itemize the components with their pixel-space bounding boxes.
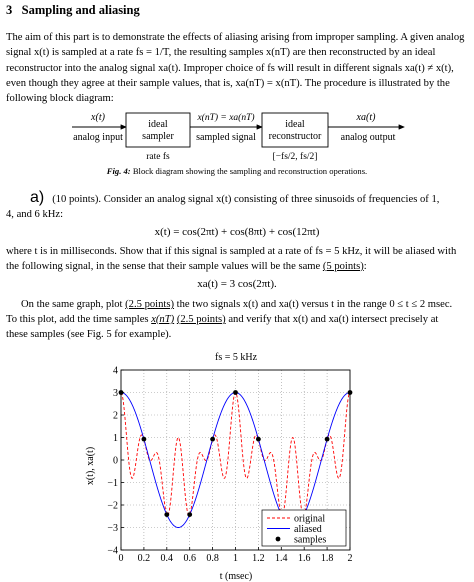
sampler-label-2: sampler [142, 131, 174, 142]
part-a-line-3: where t is in milliseconds. Show that if this signal is sampled at a rate of fs = 5 kHz, it will be aliased with [6, 246, 457, 257]
part-a-line-2: 4, and 6 kHz: [6, 209, 64, 220]
plot-curves [119, 390, 353, 527]
part-a-paragraph [30, 190, 470, 207]
reconstructor-label-2: reconstructor [268, 131, 322, 142]
plot-title: fs = 5 kHz [214, 352, 258, 363]
part-a-line-1 [30, 190, 470, 207]
reconstructor-band: [−fs/2, fs/2] [272, 152, 318, 162]
samples-term: x(nT) [151, 314, 175, 325]
output-signal-label: xa(t) [356, 112, 376, 123]
points-two-five-b: (2.5 points) [176, 314, 226, 325]
figure-caption [0, 166, 474, 176]
sampled-signal-formula: x(nT) = xa(nT) [197, 113, 255, 123]
x-tick-label: 1 [233, 553, 238, 564]
equation-x: x(t) = cos(2πt) + cos(8πt) + cos(12πt) [154, 226, 320, 238]
part-a-line-6 [6, 312, 438, 327]
part-a-line-4-text: the following signal, in the sense that their sample values will be the same [6, 261, 323, 272]
reconstructor-label-1: ideal [285, 119, 305, 130]
sample-point [233, 390, 238, 395]
x-tick-label: 0.4 [160, 553, 174, 564]
equation-xa: xa(t) = 3 cos(2πt). [197, 278, 277, 290]
block-diagram [0, 105, 474, 200]
x-tick-label: 0.6 [183, 553, 196, 564]
plot-legend [262, 510, 346, 546]
points-five: (5 points) [322, 261, 364, 272]
part-a-line-6-text: To this plot, add the time samples [6, 314, 152, 325]
sample-point [187, 512, 192, 517]
legend-label: aliased [294, 524, 322, 535]
intro-line-1: The aim of this part is to demonstrate the effects of aliasing arising from improper sampling. A given analog [6, 32, 465, 43]
legend-label: original [294, 513, 326, 525]
y-tick-label: −3 [107, 523, 118, 534]
section-heading [6, 3, 140, 18]
sample-point [325, 437, 330, 442]
part-a-line-5 [21, 297, 452, 312]
y-axis-label: x(t), xa(t) [85, 446, 96, 486]
intro-line-5: following block diagram: [6, 93, 114, 105]
part-a-line-6-end: and verify that x(t) and xa(t) intersect precisely at [225, 314, 439, 325]
sample-point [142, 437, 147, 442]
y-tick-label: −1 [107, 478, 118, 489]
x-tick-label: 0 [118, 553, 124, 564]
part-a-text-1: Consider an analog signal x(t) consisting of three sinusoids of frequencies of 1, [103, 194, 440, 205]
intro-line-2: signal x(t) is sampled at a rate fs = 1/T, the resulting samples x(nT) are then reconstructed by an ideal [6, 47, 436, 59]
part-a-points: (10 points). [52, 194, 102, 205]
sampler-label-1: ideal [148, 119, 168, 130]
part-a-line-4-end: : [363, 261, 367, 272]
y-tick-label: −4 [107, 545, 118, 557]
legend-marker [276, 537, 281, 542]
sampled-signal-label: sampled signal [196, 132, 256, 143]
section-title: Sampling and aliasing [21, 3, 140, 17]
y-tick-label: 3 [113, 388, 118, 399]
x-tick-label: 0.8 [206, 553, 219, 564]
sampling-rate-label: rate fs [146, 152, 170, 162]
y-tick-label: −2 [107, 500, 118, 512]
y-tick-label: 4 [113, 365, 118, 377]
intro-paragraph [6, 30, 464, 106]
sample-point [164, 512, 169, 517]
points-two-five-a: (2.5 points) [125, 299, 175, 310]
x-axis-label: t (msec) [219, 571, 253, 582]
part-a-marker: a) [30, 189, 45, 206]
x-tick-label: 1.4 [275, 553, 288, 564]
legend-label: samples [294, 534, 327, 546]
y-tick-label: 2 [113, 410, 118, 422]
input-signal-label: x(t) [91, 112, 105, 123]
intro-line-4: even though they agree at their sample values, that is, xa(nT) = x(nT). The procedure is illustrated by the [6, 77, 450, 89]
x-tick-label: 1.2 [252, 553, 265, 564]
y-tick-label: 0 [113, 455, 118, 467]
intro-line-3: reconstructor into the analog signal xa(t). Improper choice of fs will result in different signals xa(t) ≠ x(t), [6, 62, 454, 74]
x-tick-label: 0.2 [137, 553, 151, 564]
sample-point [256, 437, 261, 442]
aliasing-plot [0, 348, 474, 582]
part-a-line-7: these samples (see Fig. 5 for example). [6, 329, 172, 340]
part-a-line-5-end: the two signals x(t) and xa(t) versus t in the range 0 ≤ t ≤ 2 msec. [174, 299, 453, 310]
part-a-line-4 [6, 259, 367, 274]
caption-text: Block diagram showing the sampling and reconstruction operations. [132, 166, 368, 176]
y-tick-label: 1 [113, 433, 118, 444]
part-a-line-5-text: On the same graph, plot [21, 299, 126, 310]
x-tick-label: 2 [347, 553, 353, 564]
sample-point [210, 437, 215, 442]
caption-label: Fig. 4: [106, 166, 131, 176]
section-number: 3 [6, 3, 13, 17]
output-description: analog output [340, 132, 396, 143]
x-tick-label: 1.6 [297, 553, 311, 564]
x-tick-label: 1.8 [320, 553, 334, 564]
input-description: analog input [73, 132, 123, 143]
